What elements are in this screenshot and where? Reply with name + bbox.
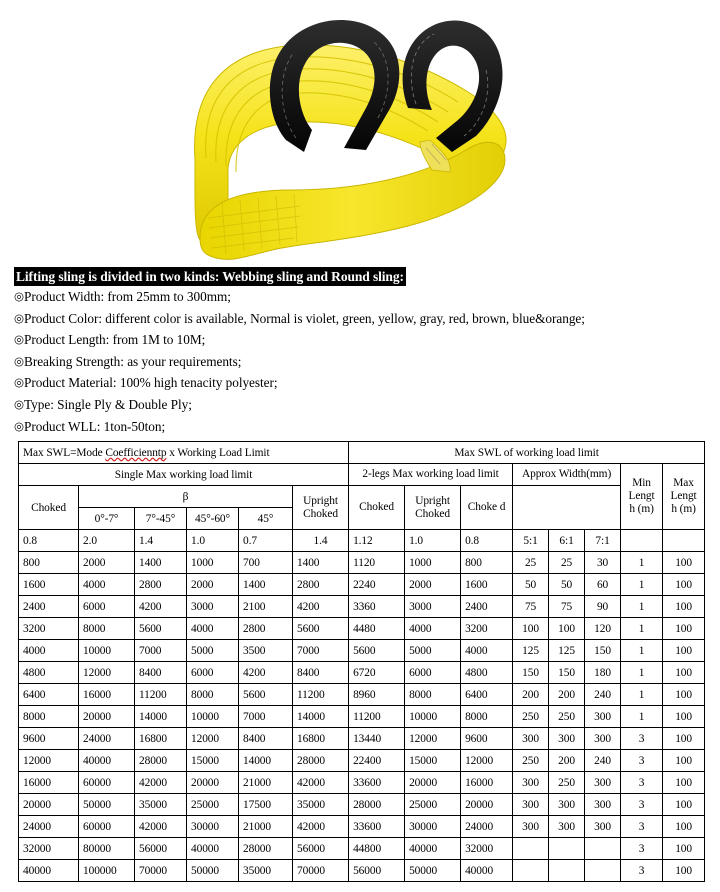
table-cell: 12000 bbox=[461, 750, 513, 772]
table-cell: 35000 bbox=[135, 794, 187, 816]
table-cell: 300 bbox=[549, 794, 585, 816]
bullet-icon: ◎ bbox=[14, 332, 24, 347]
feature-item-type bbox=[14, 394, 720, 416]
table-cell: 200 bbox=[549, 684, 585, 706]
table-cell: 3000 bbox=[405, 596, 461, 618]
table-cell: 3000 bbox=[187, 596, 239, 618]
table-cell: 4200 bbox=[135, 596, 187, 618]
table-cell: 16800 bbox=[135, 728, 187, 750]
table-cell: 120 bbox=[585, 618, 621, 640]
table-cell: 100 bbox=[663, 860, 705, 882]
table-cell: 17500 bbox=[239, 794, 293, 816]
table-cell: 12000 bbox=[187, 728, 239, 750]
table-cell: 300 bbox=[585, 794, 621, 816]
col-beta: β bbox=[79, 486, 293, 508]
table-cell: 250 bbox=[549, 772, 585, 794]
ratio-cell: 5:1 bbox=[513, 530, 549, 552]
table-cell: 5000 bbox=[405, 640, 461, 662]
table-cell: 25000 bbox=[405, 794, 461, 816]
table-cell: 300 bbox=[585, 816, 621, 838]
col-upright-choked-single: Upright Choked bbox=[293, 486, 349, 530]
table-cell: 16000 bbox=[79, 684, 135, 706]
table-cell: 24000 bbox=[79, 728, 135, 750]
table-cell: 15000 bbox=[187, 750, 239, 772]
table-cell: 240 bbox=[585, 684, 621, 706]
table-cell: 7000 bbox=[135, 640, 187, 662]
table-cell: 16000 bbox=[461, 772, 513, 794]
table-row bbox=[19, 684, 705, 706]
feature-text: Breaking Strength: as your requirements; bbox=[24, 353, 242, 369]
table-cell: 60000 bbox=[79, 772, 135, 794]
table-cell: 4200 bbox=[239, 662, 293, 684]
table-cell: 100 bbox=[663, 684, 705, 706]
table-cell: 150 bbox=[513, 662, 549, 684]
table-body bbox=[19, 552, 705, 882]
table-row bbox=[19, 816, 705, 838]
table-cell: 1400 bbox=[293, 552, 349, 574]
coefficient-cell: 1.12 bbox=[349, 530, 405, 552]
table-cell: 100 bbox=[663, 838, 705, 860]
product-image bbox=[0, 0, 720, 265]
bullet-icon: ◎ bbox=[14, 289, 24, 303]
table-cell: 1000 bbox=[187, 552, 239, 574]
table-cell: 125 bbox=[549, 640, 585, 662]
table-cell: 100 bbox=[663, 640, 705, 662]
table-cell: 2240 bbox=[349, 574, 405, 596]
table-cell: 16800 bbox=[293, 728, 349, 750]
table-cell: 9600 bbox=[19, 728, 79, 750]
col-choked-wrapped: Choke d bbox=[461, 486, 513, 530]
table-cell: 32000 bbox=[19, 838, 79, 860]
table-cell: 100 bbox=[663, 750, 705, 772]
table-cell: 35000 bbox=[239, 860, 293, 882]
table-cell: 8000 bbox=[79, 618, 135, 640]
table-cell bbox=[549, 860, 585, 882]
table-cell: 10000 bbox=[405, 706, 461, 728]
table-cell: 3 bbox=[621, 750, 663, 772]
spec-table-container bbox=[0, 441, 720, 882]
table-cell: 75 bbox=[549, 596, 585, 618]
table-cell bbox=[549, 838, 585, 860]
table-cell: 1 bbox=[621, 574, 663, 596]
table-cell: 6400 bbox=[461, 684, 513, 706]
table-cell: 32000 bbox=[461, 838, 513, 860]
table-cell: 16000 bbox=[19, 772, 79, 794]
feature-text: Product Width: from 25mm to 300mm; bbox=[24, 289, 231, 304]
table-cell: 250 bbox=[513, 706, 549, 728]
product-description bbox=[0, 267, 720, 437]
table-cell: 75 bbox=[513, 596, 549, 618]
table-cell: 60 bbox=[585, 574, 621, 596]
table-cell: 8400 bbox=[239, 728, 293, 750]
group-two-legs: 2-legs Max working load limit bbox=[349, 464, 513, 486]
lifting-sling-illustration bbox=[0, 0, 720, 265]
ratio-cell: 6:1 bbox=[549, 530, 585, 552]
table-cell: 3500 bbox=[239, 640, 293, 662]
coefficient-cell: 0.7 bbox=[239, 530, 293, 552]
feature-text: Type: Single Ply & Double Ply; bbox=[24, 396, 192, 412]
table-cell: 7000 bbox=[239, 706, 293, 728]
feature-item-wll bbox=[14, 416, 720, 438]
table-cell: 5600 bbox=[349, 640, 405, 662]
table-cell: 150 bbox=[549, 662, 585, 684]
table-cell: 20000 bbox=[79, 706, 135, 728]
table-cell: 30 bbox=[585, 552, 621, 574]
feature-text: Product WLL: 1ton-50ton; bbox=[24, 418, 166, 434]
table-cell: 100 bbox=[513, 618, 549, 640]
table-cell: 1 bbox=[621, 684, 663, 706]
table-cell: 100 bbox=[663, 816, 705, 838]
col-min-length: Min Lengt h (m) bbox=[621, 464, 663, 530]
table-cell: 20000 bbox=[461, 794, 513, 816]
table-cell: 1600 bbox=[461, 574, 513, 596]
bullet-icon: ◎ bbox=[14, 418, 24, 433]
table-row bbox=[19, 750, 705, 772]
feature-text: Product Color: different color is available, Normal is violet, green, yellow, gray, red, brown, blue&orange; bbox=[24, 310, 585, 326]
table-cell: 4800 bbox=[19, 662, 79, 684]
table-subheader-row-1 bbox=[19, 486, 705, 508]
title-formula-prefix: Max SWL=Mode bbox=[23, 446, 106, 459]
table-cell: 33600 bbox=[349, 816, 405, 838]
table-row bbox=[19, 728, 705, 750]
table-cell: 1 bbox=[621, 706, 663, 728]
table-cell: 56000 bbox=[135, 838, 187, 860]
table-cell: 50000 bbox=[79, 794, 135, 816]
table-cell: 42000 bbox=[293, 772, 349, 794]
table-cell: 1 bbox=[621, 552, 663, 574]
table-cell: 24000 bbox=[461, 816, 513, 838]
table-cell: 14000 bbox=[239, 750, 293, 772]
table-cell: 4000 bbox=[79, 574, 135, 596]
table-cell: 5000 bbox=[187, 640, 239, 662]
table-cell: 30000 bbox=[187, 816, 239, 838]
table-cell: 22400 bbox=[349, 750, 405, 772]
table-cell bbox=[585, 860, 621, 882]
table-cell: 300 bbox=[585, 706, 621, 728]
approx-width-spacer bbox=[513, 486, 621, 530]
table-cell: 1120 bbox=[349, 552, 405, 574]
beta-range-2: 45°-60° bbox=[187, 508, 239, 530]
table-row bbox=[19, 596, 705, 618]
table-row bbox=[19, 552, 705, 574]
table-cell: 25000 bbox=[187, 794, 239, 816]
table-cell: 150 bbox=[585, 640, 621, 662]
table-cell: 14000 bbox=[293, 706, 349, 728]
table-cell: 4000 bbox=[19, 640, 79, 662]
table-row bbox=[19, 794, 705, 816]
table-cell: 21000 bbox=[239, 816, 293, 838]
table-cell: 3 bbox=[621, 794, 663, 816]
table-header-group bbox=[19, 442, 705, 552]
table-cell: 35000 bbox=[293, 794, 349, 816]
table-cell: 1000 bbox=[405, 552, 461, 574]
table-cell: 3200 bbox=[461, 618, 513, 640]
table-cell: 28000 bbox=[239, 838, 293, 860]
table-row bbox=[19, 772, 705, 794]
col-max-length: Max Lengt h (m) bbox=[663, 464, 705, 530]
group-approx-width: Approx Width(mm) bbox=[513, 464, 621, 486]
coefficient-cell: 0.8 bbox=[19, 530, 79, 552]
table-cell: 42000 bbox=[135, 816, 187, 838]
table-cell: 125 bbox=[513, 640, 549, 662]
table-cell: 200 bbox=[513, 684, 549, 706]
feature-item-length bbox=[14, 329, 720, 351]
table-cell: 100 bbox=[663, 618, 705, 640]
table-cell: 1 bbox=[621, 640, 663, 662]
coefficient-cell bbox=[621, 530, 663, 552]
table-cell: 1 bbox=[621, 596, 663, 618]
table-cell: 12000 bbox=[405, 728, 461, 750]
table-cell: 300 bbox=[513, 794, 549, 816]
table-cell: 40000 bbox=[79, 750, 135, 772]
table-cell: 42000 bbox=[293, 816, 349, 838]
table-cell: 40000 bbox=[19, 860, 79, 882]
table-cell: 4800 bbox=[461, 662, 513, 684]
table-cell: 200 bbox=[549, 750, 585, 772]
table-cell: 300 bbox=[513, 816, 549, 838]
table-cell: 240 bbox=[585, 750, 621, 772]
table-group-row bbox=[19, 464, 705, 486]
coefficient-cell: 2.0 bbox=[79, 530, 135, 552]
table-cell: 80000 bbox=[79, 838, 135, 860]
table-cell: 8000 bbox=[405, 684, 461, 706]
table-cell: 50000 bbox=[187, 860, 239, 882]
feature-text: Product Material: 100% high tenacity polyester; bbox=[24, 375, 278, 391]
table-cell: 4000 bbox=[187, 618, 239, 640]
table-row bbox=[19, 640, 705, 662]
table-cell: 6000 bbox=[405, 662, 461, 684]
table-cell: 70000 bbox=[135, 860, 187, 882]
table-cell: 8000 bbox=[461, 706, 513, 728]
headline-row bbox=[14, 267, 720, 286]
table-cell: 180 bbox=[585, 662, 621, 684]
table-cell: 12000 bbox=[19, 750, 79, 772]
table-cell: 11200 bbox=[293, 684, 349, 706]
table-cell: 2100 bbox=[239, 596, 293, 618]
table-cell: 1 bbox=[621, 618, 663, 640]
feature-item-color bbox=[14, 308, 720, 330]
table-cell: 300 bbox=[513, 772, 549, 794]
table-coefficient-row bbox=[19, 530, 705, 552]
table-cell: 100 bbox=[663, 706, 705, 728]
table-cell: 100 bbox=[663, 574, 705, 596]
table-cell: 90 bbox=[585, 596, 621, 618]
coefficient-cell: 0.8 bbox=[461, 530, 513, 552]
table-cell: 12000 bbox=[79, 662, 135, 684]
table-cell bbox=[585, 838, 621, 860]
table-cell: 15000 bbox=[405, 750, 461, 772]
coefficient-cell: 1.4 bbox=[135, 530, 187, 552]
coefficient-cell bbox=[663, 530, 705, 552]
table-cell: 8400 bbox=[135, 662, 187, 684]
table-cell: 40000 bbox=[187, 838, 239, 860]
table-cell: 2800 bbox=[135, 574, 187, 596]
table-cell: 800 bbox=[19, 552, 79, 574]
table-cell: 44800 bbox=[349, 838, 405, 860]
table-cell: 28000 bbox=[349, 794, 405, 816]
beta-range-1: 7°-45° bbox=[135, 508, 187, 530]
table-cell: 4000 bbox=[461, 640, 513, 662]
feature-text: Product Length: from 1M to 10M; bbox=[24, 332, 206, 348]
table-cell: 3 bbox=[621, 860, 663, 882]
bullet-icon: ◎ bbox=[14, 353, 24, 368]
table-cell: 300 bbox=[549, 816, 585, 838]
table-cell: 28000 bbox=[293, 750, 349, 772]
title-formula-suffix: x Working Load Limit bbox=[166, 446, 270, 459]
table-cell: 70000 bbox=[293, 860, 349, 882]
table-cell: 1600 bbox=[19, 574, 79, 596]
table-cell: 25 bbox=[549, 552, 585, 574]
table-cell: 5600 bbox=[239, 684, 293, 706]
table-cell: 6000 bbox=[79, 596, 135, 618]
table-cell: 5600 bbox=[135, 618, 187, 640]
table-cell: 40000 bbox=[461, 860, 513, 882]
table-cell: 11200 bbox=[349, 706, 405, 728]
bullet-icon: ◎ bbox=[14, 396, 24, 411]
table-cell: 8000 bbox=[19, 706, 79, 728]
table-cell: 8400 bbox=[293, 662, 349, 684]
table-row bbox=[19, 662, 705, 684]
table-cell: 2400 bbox=[19, 596, 79, 618]
bullet-icon: ◎ bbox=[14, 310, 24, 325]
table-cell: 2000 bbox=[405, 574, 461, 596]
coefficient-cell: 1.0 bbox=[187, 530, 239, 552]
col-choked-single: Choked bbox=[19, 486, 79, 530]
table-cell: 3 bbox=[621, 816, 663, 838]
feature-item-material bbox=[14, 372, 720, 394]
table-cell: 250 bbox=[513, 750, 549, 772]
table-cell: 800 bbox=[461, 552, 513, 574]
table-cell: 3200 bbox=[19, 618, 79, 640]
table-cell: 2400 bbox=[461, 596, 513, 618]
table-title-row bbox=[19, 442, 705, 464]
table-cell: 33600 bbox=[349, 772, 405, 794]
table-cell: 6400 bbox=[19, 684, 79, 706]
col-upright-choked-2legs: Upright Choked bbox=[405, 486, 461, 530]
coefficient-cell: 1.4 bbox=[293, 530, 349, 552]
table-cell: 700 bbox=[239, 552, 293, 574]
table-cell: 50 bbox=[513, 574, 549, 596]
table-cell: 300 bbox=[585, 728, 621, 750]
table-cell bbox=[513, 838, 549, 860]
table-cell: 14000 bbox=[135, 706, 187, 728]
table-cell: 3 bbox=[621, 772, 663, 794]
table-cell: 100 bbox=[549, 618, 585, 640]
col-choked-2legs: Choked bbox=[349, 486, 405, 530]
group-single: Single Max working load limit bbox=[19, 464, 349, 486]
table-cell: 40000 bbox=[405, 838, 461, 860]
table-cell: 50000 bbox=[405, 860, 461, 882]
table-cell: 50 bbox=[549, 574, 585, 596]
table-cell: 7000 bbox=[293, 640, 349, 662]
feature-item-width bbox=[14, 286, 720, 308]
table-cell: 13440 bbox=[349, 728, 405, 750]
page-title: Lifting sling is divided in two kinds: Webbing sling and Round sling: bbox=[16, 269, 404, 284]
coefficient-cell: 1.0 bbox=[405, 530, 461, 552]
title-right-cell: Max SWL of working load limit bbox=[349, 442, 705, 464]
feature-item-breaking-strength bbox=[14, 351, 720, 373]
table-cell: 30000 bbox=[405, 816, 461, 838]
table-cell: 1400 bbox=[239, 574, 293, 596]
table-cell: 3 bbox=[621, 728, 663, 750]
table-cell: 24000 bbox=[19, 816, 79, 838]
table-cell: 6000 bbox=[187, 662, 239, 684]
table-cell: 100 bbox=[663, 596, 705, 618]
title-formula-misspelling: Coefficienntp bbox=[105, 446, 167, 459]
table-cell: 100 bbox=[663, 662, 705, 684]
table-row bbox=[19, 618, 705, 640]
table-cell: 60000 bbox=[79, 816, 135, 838]
table-cell: 1 bbox=[621, 662, 663, 684]
table-cell: 6720 bbox=[349, 662, 405, 684]
ratio-cell: 7:1 bbox=[585, 530, 621, 552]
table-cell: 250 bbox=[549, 706, 585, 728]
table-cell: 8000 bbox=[187, 684, 239, 706]
table-cell: 300 bbox=[513, 728, 549, 750]
table-cell: 300 bbox=[585, 772, 621, 794]
beta-range-0: 0°-7° bbox=[79, 508, 135, 530]
title-formula-cell bbox=[19, 442, 349, 464]
table-row bbox=[19, 860, 705, 882]
table-cell: 3 bbox=[621, 838, 663, 860]
table-row bbox=[19, 574, 705, 596]
table-cell: 56000 bbox=[349, 860, 405, 882]
bullet-icon: ◎ bbox=[14, 375, 24, 390]
table-cell: 4000 bbox=[405, 618, 461, 640]
table-cell: 20000 bbox=[187, 772, 239, 794]
table-cell: 20000 bbox=[405, 772, 461, 794]
beta-range-3: 45° bbox=[239, 508, 293, 530]
table-cell: 1400 bbox=[135, 552, 187, 574]
table-cell bbox=[513, 860, 549, 882]
table-cell: 25 bbox=[513, 552, 549, 574]
table-cell: 5600 bbox=[293, 618, 349, 640]
table-cell: 4200 bbox=[293, 596, 349, 618]
working-load-limit-table bbox=[18, 441, 705, 882]
table-cell: 10000 bbox=[187, 706, 239, 728]
table-cell: 4480 bbox=[349, 618, 405, 640]
table-cell: 300 bbox=[549, 728, 585, 750]
table-cell: 9600 bbox=[461, 728, 513, 750]
table-cell: 100 bbox=[663, 728, 705, 750]
table-cell: 2000 bbox=[187, 574, 239, 596]
table-cell: 21000 bbox=[239, 772, 293, 794]
table-cell: 11200 bbox=[135, 684, 187, 706]
table-row bbox=[19, 838, 705, 860]
table-cell: 100 bbox=[663, 772, 705, 794]
table-cell: 20000 bbox=[19, 794, 79, 816]
table-cell: 100 bbox=[663, 794, 705, 816]
table-row bbox=[19, 706, 705, 728]
table-cell: 28000 bbox=[135, 750, 187, 772]
table-cell: 3360 bbox=[349, 596, 405, 618]
table-cell: 56000 bbox=[293, 838, 349, 860]
table-cell: 2000 bbox=[79, 552, 135, 574]
table-cell: 100000 bbox=[79, 860, 135, 882]
table-cell: 2800 bbox=[293, 574, 349, 596]
table-cell: 10000 bbox=[79, 640, 135, 662]
table-cell: 2800 bbox=[239, 618, 293, 640]
table-cell: 8960 bbox=[349, 684, 405, 706]
table-cell: 100 bbox=[663, 552, 705, 574]
table-cell: 42000 bbox=[135, 772, 187, 794]
